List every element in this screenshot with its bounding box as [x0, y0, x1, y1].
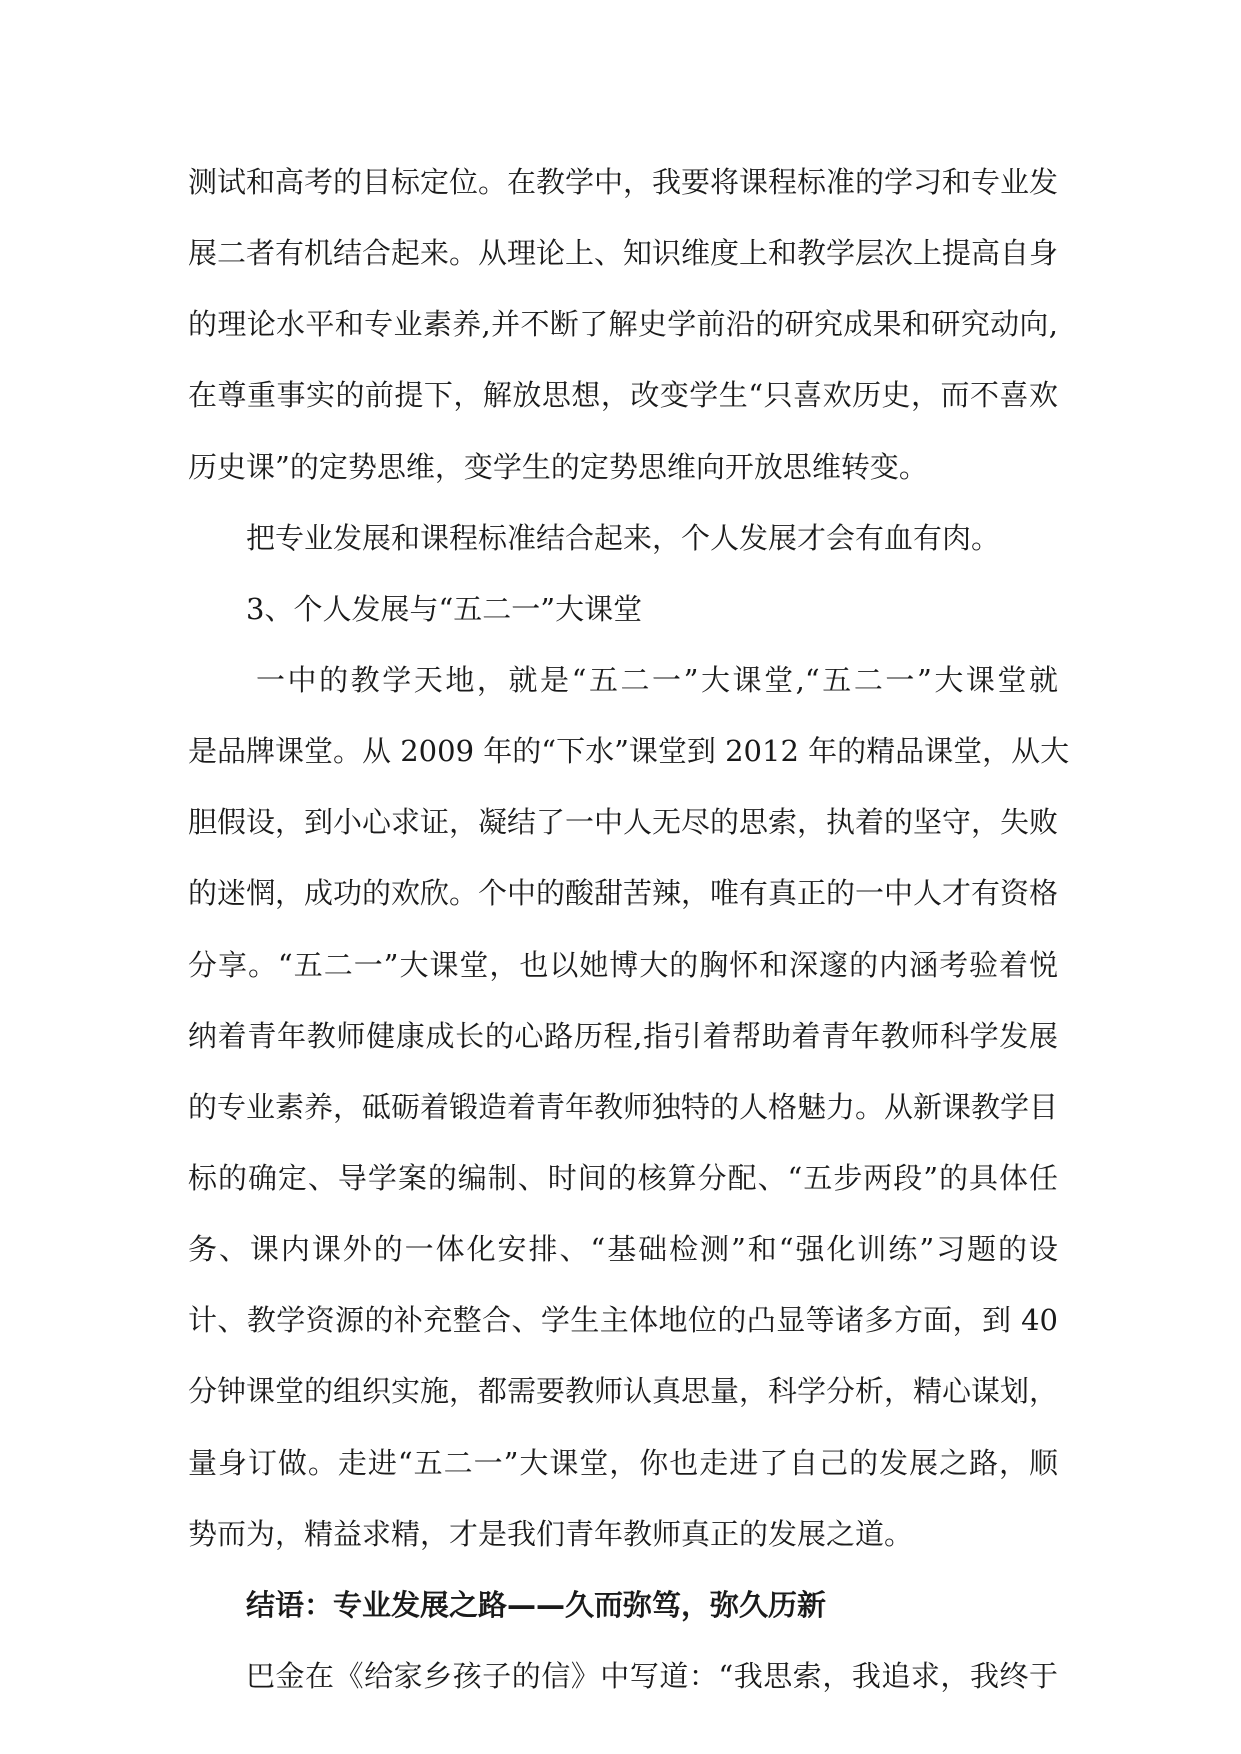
body-line: 势而为，精益求精，才是我们青年教师真正的发展之道。 [188, 1517, 914, 1551]
body-line: 标的确定、导学案的编制、时间的核算分配、“五步两段”的具体任 [188, 1161, 1058, 1195]
body-line: 在尊重事实的前提下，解放思想，改变学生“只喜欢历史，而不喜欢 [188, 378, 1058, 412]
body-line: 一中的教学天地，就是“五二一”大课堂,“五二一”大课堂就 [256, 663, 1058, 697]
body-line: 量身订做。走进“五二一”大课堂，你也走进了自己的发展之路，顺 [188, 1446, 1058, 1480]
body-line: 分享。“五二一”大课堂，也以她博大的胸怀和深邃的内涵考验着悦 [188, 948, 1058, 982]
body-line: 巴金在《给家乡孩子的信》中写道：“我思索，我追求，我终于 [246, 1659, 1058, 1693]
body-line: 测试和高考的目标定位。在教学中，我要将课程标准的学习和专业发 [188, 165, 1059, 199]
body-line: 纳着青年教师健康成长的心路历程,指引着帮助着青年教师科学发展 [188, 1019, 1058, 1053]
body-line: 展二者有机结合起来。从理论上、知识维度上和教学层次上提高自身 [188, 236, 1059, 270]
conclusion-heading: 结语：专业发展之路——久而弥笃，弥久历新 [246, 1588, 827, 1622]
body-line: 分钟课堂的组织实施，都需要教师认真思量，科学分析，精心谋划， [188, 1374, 1059, 1408]
body-line: 的迷惘，成功的欢欣。个中的酸甜苦辣，唯有真正的一中人才有资格 [188, 876, 1059, 910]
body-line: 历史课”的定势思维，变学生的定势思维向开放思维转变。 [188, 450, 928, 484]
body-line: 计、教学资源的补充整合、学生主体地位的凸显等诸多方面，到 40 [188, 1303, 1058, 1337]
body-line: 的专业素养，砥砺着锻造着青年教师独特的人格魅力。从新课教学目 [188, 1090, 1059, 1124]
body-line: 把专业发展和课程标准结合起来，个人发展才会有血有肉。 [246, 521, 1001, 555]
body-line: 胆假设，到小心求证，凝结了一中人无尽的思索，执着的坚守，失败 [188, 805, 1059, 839]
body-line: 的理论水平和专业素养,并不断了解史学前沿的研究成果和研究动向, [188, 307, 1058, 341]
section-heading: 3、个人发展与“五二一”大课堂 [246, 592, 643, 626]
body-line: 务、课内课外的一体化安排、“基础检测”和“强化训练”习题的设 [188, 1232, 1058, 1266]
body-line: 是品牌课堂。从 2009 年的“下水”课堂到 2012 年的精品课堂，从大 [188, 734, 1070, 768]
